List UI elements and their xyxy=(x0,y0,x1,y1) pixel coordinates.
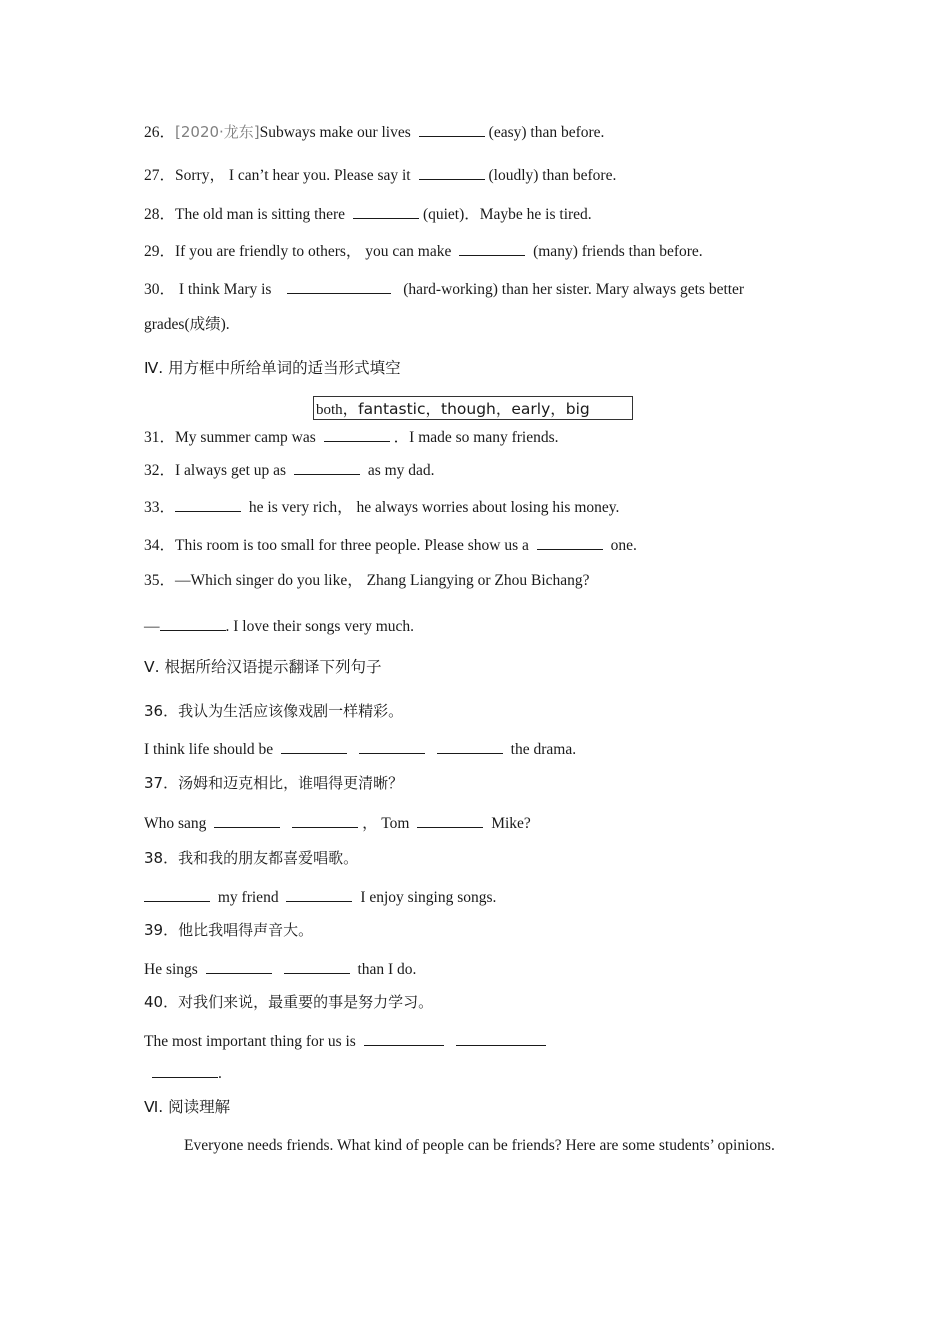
question-40-answer-continued xyxy=(152,1062,222,1084)
question-number: 37． xyxy=(144,774,179,792)
word-box-first: both xyxy=(316,402,343,418)
answer-blank[interactable] xyxy=(537,534,603,550)
question-number: 27． xyxy=(144,167,176,184)
question-text-after: one. xyxy=(610,537,637,554)
chinese-prompt: 对我们来说，最重要的事是努力学习。 xyxy=(178,993,434,1011)
question-31 xyxy=(144,426,559,448)
answer-blank-3[interactable] xyxy=(437,738,503,754)
answer-text-mid: ， Tom xyxy=(362,815,410,832)
answer-blank-2[interactable] xyxy=(359,738,425,754)
question-number: 38． xyxy=(144,849,179,867)
question-number: 35． xyxy=(144,572,176,589)
question-38-answer xyxy=(144,886,496,908)
question-text: —Which singer do you like， Zhang Liangying or Zhou Bichang? xyxy=(175,572,590,589)
question-text: I always get up as xyxy=(175,462,287,479)
question-text-after: ．I made so many friends. xyxy=(393,429,559,446)
question-text-after: as my dad. xyxy=(367,462,435,479)
answer-period: . xyxy=(218,1065,222,1082)
answer-blank[interactable] xyxy=(287,278,391,294)
answer-blank-1[interactable] xyxy=(206,958,272,974)
answer-blank-1[interactable] xyxy=(364,1030,444,1046)
answer-blank-1[interactable] xyxy=(214,812,280,828)
question-number: 40． xyxy=(144,993,179,1011)
answer-blank-2[interactable] xyxy=(456,1030,546,1046)
answer-blank[interactable] xyxy=(160,615,226,631)
question-33 xyxy=(144,496,619,518)
question-number: 33． xyxy=(144,499,176,516)
chinese-prompt: 他比我唱得声音大。 xyxy=(178,921,314,939)
question-text: If you are friendly to others， you can make xyxy=(175,243,452,260)
answer-text: Who sang xyxy=(144,815,207,832)
dash: — xyxy=(144,618,160,635)
question-37-answer xyxy=(144,812,531,834)
answer-blank[interactable] xyxy=(175,496,241,512)
question-39-prompt xyxy=(144,920,313,940)
answer-blank[interactable] xyxy=(294,459,360,475)
question-30-continued xyxy=(144,315,230,335)
word-box-words: ，fantastic，though，early，big xyxy=(342,400,590,418)
question-number: 39． xyxy=(144,921,179,939)
question-number: 32． xyxy=(144,462,176,479)
question-number: 29． xyxy=(144,243,176,260)
answer-text-after: I enjoy singing songs. xyxy=(360,889,497,906)
question-text: This room is too small for three people. Please show us a xyxy=(175,537,529,554)
answer-text-after: than I do. xyxy=(357,961,417,978)
answer-blank[interactable] xyxy=(459,240,525,256)
answer-blank[interactable] xyxy=(324,426,390,442)
question-37-prompt xyxy=(144,773,403,793)
question-36-answer xyxy=(144,738,576,760)
reading-paragraph: Everyone needs friends. What kind of people can be friends? Here are some students’ opinions. xyxy=(184,1137,775,1154)
answer-blank-1[interactable] xyxy=(144,886,210,902)
answer-blank-3[interactable] xyxy=(417,812,483,828)
question-text-after: (hard-working) than her sister. Mary always gets better xyxy=(403,281,745,298)
question-text-after: (quiet)．Maybe he is tired. xyxy=(422,206,592,223)
question-32 xyxy=(144,459,435,481)
question-27 xyxy=(144,164,616,186)
question-number: 28． xyxy=(144,206,176,223)
question-26 xyxy=(144,121,604,143)
question-number: 36． xyxy=(144,702,179,720)
question-35-answer xyxy=(144,615,414,637)
question-text: Sorry， I can’t hear you. Please say it xyxy=(175,167,411,184)
question-text-after: (many) friends than before. xyxy=(533,243,703,260)
question-number: 30． xyxy=(144,281,176,298)
word-box xyxy=(313,396,633,420)
chinese-prompt: 我认为生活应该像戏剧一样精彩。 xyxy=(178,702,404,720)
answer-blank[interactable] xyxy=(353,203,419,219)
answer-blank-2[interactable] xyxy=(284,958,350,974)
question-40-answer xyxy=(144,1030,550,1052)
answer-text-after: Mike? xyxy=(491,815,531,832)
answer-blank-2[interactable] xyxy=(292,812,358,828)
question-text-after: he is very rich， he always worries about losing his money. xyxy=(248,499,620,516)
question-number: 26． xyxy=(144,124,176,141)
answer-text-mid: my friend xyxy=(217,889,279,906)
question-text: The old man is sitting there xyxy=(175,206,346,223)
question-34 xyxy=(144,534,637,556)
section-4-heading: Ⅳ. 用方框中所给单词的适当形式填空 xyxy=(144,359,401,377)
answer-text: The most important thing for us is xyxy=(144,1033,356,1050)
question-30 xyxy=(144,278,744,300)
question-29 xyxy=(144,240,703,262)
question-number: 31． xyxy=(144,429,176,446)
question-number: 34． xyxy=(144,537,176,554)
answer-text-after: the drama. xyxy=(510,741,577,758)
chinese-prompt: 我和我的朋友都喜爱唱歌。 xyxy=(178,849,359,867)
answer-text-after: . I love their songs very much. xyxy=(225,618,415,635)
section-6-heading: Ⅵ. 阅读理解 xyxy=(144,1098,231,1116)
answer-text: I think life should be xyxy=(144,741,274,758)
question-text-after: (easy) than before. xyxy=(488,124,605,141)
source-tag: [2020·龙东] xyxy=(175,123,260,141)
chinese-prompt: 汤姆和迈克相比，谁唱得更清晰？ xyxy=(178,774,404,792)
question-36-prompt xyxy=(144,701,403,721)
question-text-after: (loudly) than before. xyxy=(488,167,617,184)
question-text: I think Mary is xyxy=(175,281,272,298)
answer-text: He sings xyxy=(144,961,198,978)
question-39-answer xyxy=(144,958,416,980)
answer-blank[interactable] xyxy=(419,121,485,137)
question-text: My summer camp was xyxy=(175,429,316,446)
answer-blank-3[interactable] xyxy=(152,1062,218,1078)
question-text: Subways make our lives xyxy=(259,124,411,141)
question-text-continued: grades(成绩). xyxy=(144,316,230,333)
question-38-prompt xyxy=(144,848,358,868)
answer-blank-1[interactable] xyxy=(281,738,347,754)
answer-blank[interactable] xyxy=(419,164,485,180)
question-28 xyxy=(144,203,592,225)
question-35 xyxy=(144,571,590,591)
answer-blank-2[interactable] xyxy=(286,886,352,902)
question-40-prompt xyxy=(144,992,433,1012)
section-5-heading: Ⅴ. 根据所给汉语提示翻译下列句子 xyxy=(144,658,382,676)
